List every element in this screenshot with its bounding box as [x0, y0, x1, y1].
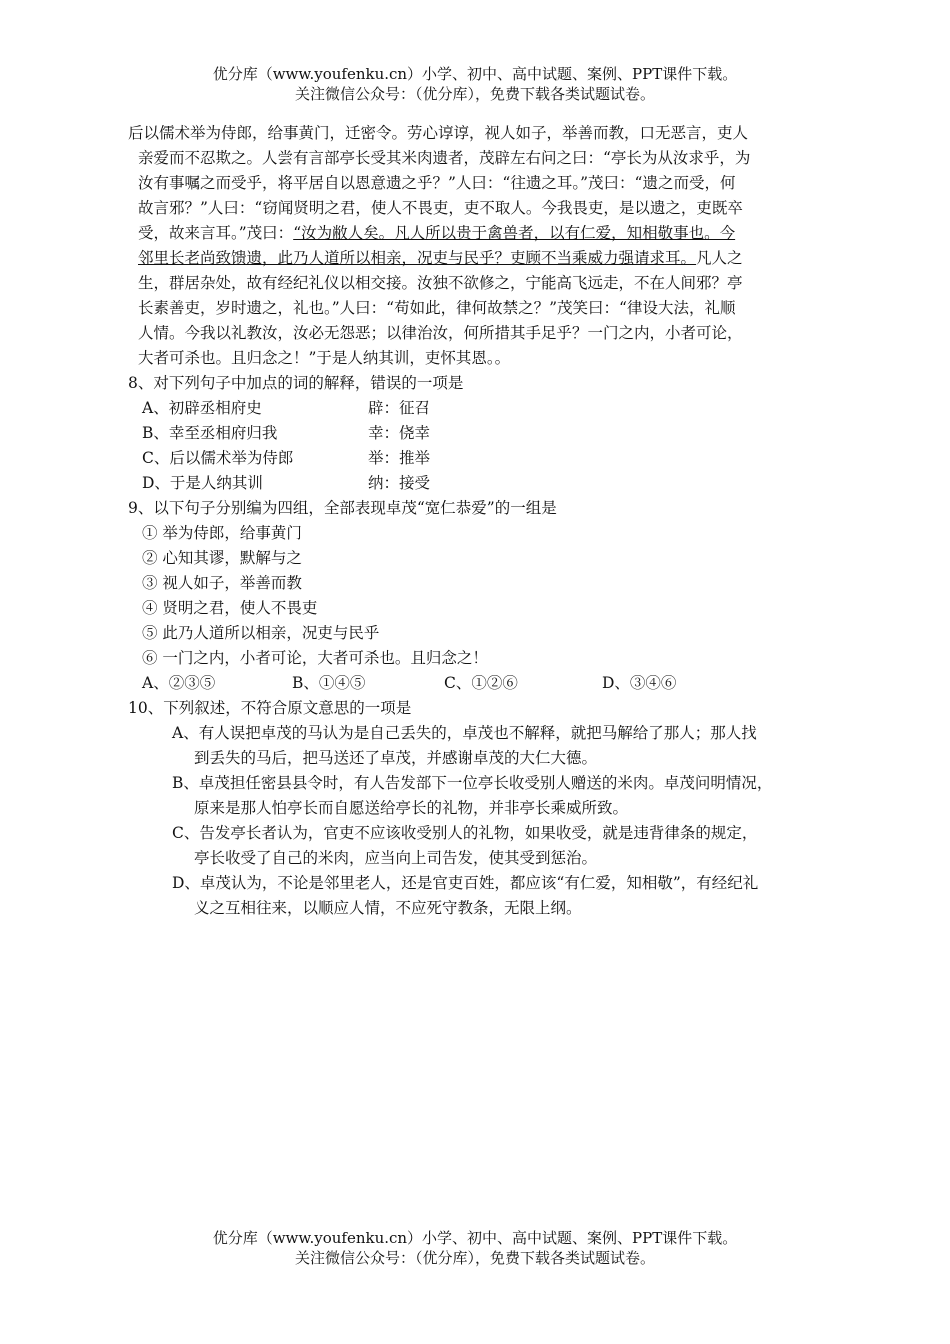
- option-c: C、告发亭长者认为，官吏不应该收受别人的礼物，如果收受，就是违背律条的规定， 亭长收受了自己的米肉，应当向上司告发，使其受到惩治。: [172, 824, 758, 867]
- question-title: 9、以下句子分别编为四组，全部表现卓茂“宽仁恭爱”的一组是: [128, 499, 557, 517]
- list-item: ③ 视人如子，举善而教: [142, 574, 302, 592]
- passage-line: 生，群居杂处，故有经纪礼仪以相交接。汝独不欲修之，宁能高飞远走，不在人间邪？亭: [138, 274, 743, 292]
- page-footer: [0, 1228, 950, 1268]
- option-c: C、后以儒术举为侍郎 举：推举: [142, 449, 431, 467]
- passage-line: 汝有事嘱之而受乎，将平居自以恩意遗之乎？”人曰：“往遗之耳。”茂曰：“遗之而受，何: [138, 174, 736, 192]
- underlined-text: 邻里长老尚致馈遗，此乃人道所以相亲，况吏与民乎？吏顾不当乘威力强请求耳。: [138, 249, 697, 267]
- passage-line: 故言邪？”人曰：“窃闻贤明之君，使人不畏吏，吏不取人。今我畏吏，是以遗之，吏既卒: [138, 199, 743, 217]
- choice-b: B、①④⑤: [292, 674, 366, 692]
- header-line-1: 优分库（www.youfenku.cn）小学、初中、高中试题、案例、PPT课件下载。: [212, 65, 738, 83]
- option-d: D、卓茂认为，不论是邻里老人，还是官吏百姓，都应该“有仁爱，知相敬”，有经纪礼 义之互相往来，以顺应人情，不应死守教条，无限上纲。: [172, 874, 759, 917]
- question-title: 8、对下列句子中加点的词的解释，错误的一项是: [128, 374, 464, 392]
- question-9: [128, 496, 818, 696]
- question-title: 10、下列叙述，不符合原文意思的一项是: [128, 699, 412, 717]
- option-a: A、有人误把卓茂的马认为是自己丢失的，卓茂也不解释，就把马解给了那人；那人找 到丢失的马后，把马送还了卓茂，并感谢卓茂的大仁大德。: [172, 724, 757, 767]
- choice-a: A、②③⑤: [142, 674, 216, 692]
- list-item: ⑥ 一门之内，小者可论，大者可杀也。且归念之！: [142, 649, 488, 667]
- footer-line-1: 优分库（www.youfenku.cn）小学、初中、高中试题、案例、PPT课件下载。: [212, 1229, 738, 1247]
- list-item: ② 心知其谬，默解与之: [142, 549, 302, 567]
- passage: [128, 121, 818, 371]
- passage-line: 受，故来言耳。”茂曰：“汝为敝人矣。凡人所以贵于禽兽者，以有仁爱，知相敬事也。今: [138, 224, 736, 242]
- question-10: [128, 696, 818, 921]
- option-d: D、于是人纳其训 纳：接受: [142, 474, 431, 492]
- passage-line: 长素善吏，岁时遗之，礼也。”人曰：“苟如此，律何故禁之？”茂笑曰：“律设大法，礼顺: [138, 299, 736, 317]
- passage-line: 大者可杀也。且归念之！”于是人纳其训，吏怀其恩。。: [138, 349, 511, 367]
- passage-line: 邻里长老尚致馈遗，此乃人道所以相亲，况吏与民乎？吏顾不当乘威力强请求耳。凡人之: [138, 249, 743, 267]
- option-b: B、幸至丞相府归我 幸：侥幸: [142, 424, 431, 442]
- passage-line: 后以儒术举为侍郎，给事黄门，迁密令。劳心谆谆，视人如子，举善而教，口无恶言，吏人: [128, 124, 749, 142]
- document-body: [128, 121, 818, 921]
- choices-row: [128, 671, 818, 696]
- option-a: A、初辟丞相府史 辟：征召: [142, 399, 431, 417]
- question-8: [128, 371, 818, 496]
- page-header: [0, 64, 950, 104]
- passage-line: 人情。今我以礼教汝，汝必无怨恶；以律治汝，何所措其手足乎？一门之内，小者可论，: [138, 324, 743, 342]
- choice-d: D、③④⑥: [602, 674, 677, 692]
- list-item: ⑤ 此乃人道所以相亲，况吏与民乎: [142, 624, 380, 642]
- list-item: ④ 贤明之君，使人不畏吏: [142, 599, 318, 617]
- list-item: ① 举为侍郎，给事黄门: [142, 524, 302, 542]
- choice-c: C、①②⑥: [444, 674, 518, 692]
- passage-line: 亲爱而不忍欺之。人尝有言部亭长受其米肉遗者，茂辟左右问之曰：“亭长为从汝求乎，为: [138, 149, 751, 167]
- option-b: B、卓茂担任密县县令时，有人告发部下一位亭长收受别人赠送的米肉。卓茂问明情况， 原来是那人怕亭长而自愿送给亭长的礼物，并非亭长乘威所致。: [172, 774, 773, 817]
- underlined-text: “汝为敝人矣。凡人所以贵于禽兽者，以有仁爱，知相敬事也。今: [293, 224, 736, 242]
- header-line-2: 关注微信公众号：（优分库），免费下载各类试题试卷。: [294, 85, 655, 103]
- footer-line-2: 关注微信公众号：（优分库），免费下载各类试题试卷。: [294, 1249, 655, 1267]
